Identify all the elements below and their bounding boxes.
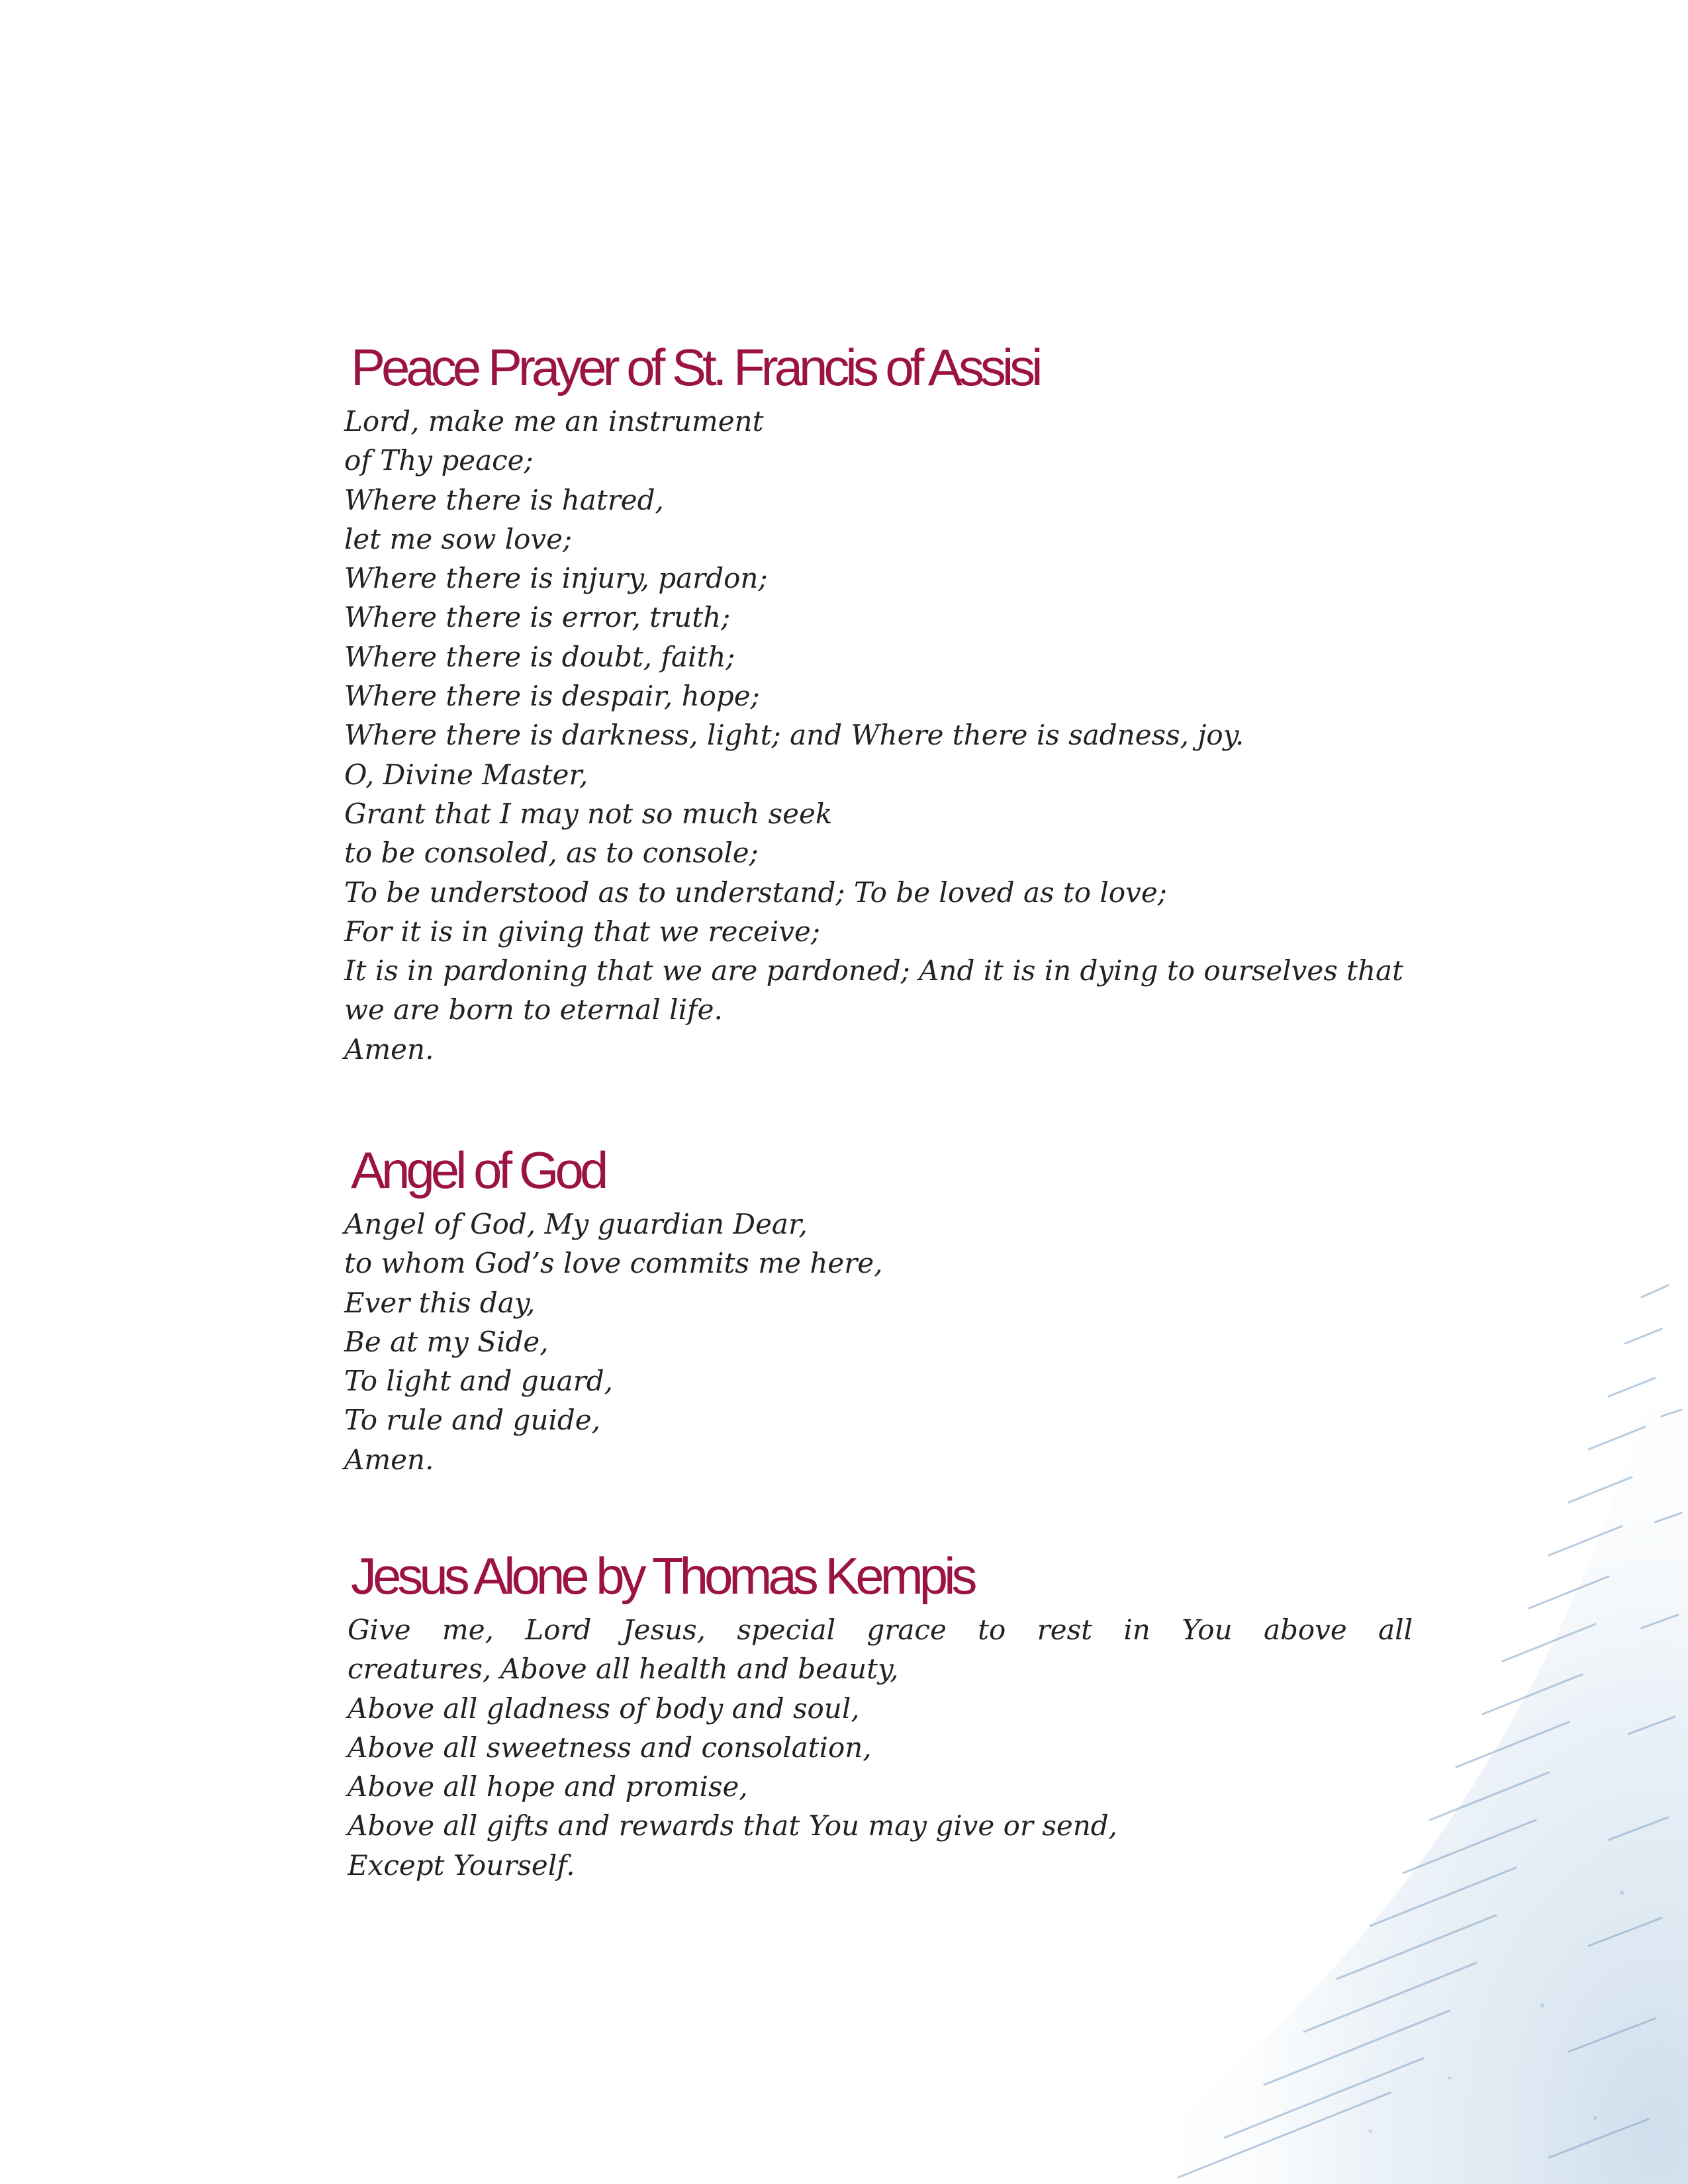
prayer-line: we are born to eternal life. [344, 993, 723, 1026]
prayer-line: Where there is injury, pardon; [344, 562, 768, 595]
prayer-line: For it is in giving that we receive; [344, 915, 820, 948]
prayer-line: O, Divine Master, [344, 758, 588, 791]
prayer-line: Lord, make me an instrument [344, 405, 764, 437]
prayer-line: Ever this day, [344, 1286, 536, 1319]
section-peace-prayer [344, 334, 1403, 1069]
section-jesus-alone [344, 1543, 1413, 1885]
prayer-line: Above all gifts and rewards that You may give or send, [348, 1809, 1118, 1843]
prayer-line: Where there is despair, hope; [344, 680, 760, 713]
prayer-line: Where there is darkness, light; and Where there is sadness, joy. [344, 719, 1244, 752]
prayer-line: Above all hope and promise, [348, 1770, 748, 1803]
prayer-line: To light and guard, [344, 1365, 614, 1398]
prayer-line: to whom God’s love commits me here, [344, 1247, 883, 1280]
prayer-line: Give me, Lord Jesus, special grace to rest in You above all [348, 1614, 1413, 1646]
prayer-line: creatures, Above all health and beauty, [348, 1653, 899, 1686]
section-angel-of-god [344, 1137, 1337, 1479]
prayer-text [344, 1610, 1413, 1885]
prayer-line: Grant that I may not so much seek [344, 797, 833, 830]
prayer-line: To be understood as to understand; To be loved as to love; [344, 876, 1167, 909]
section-title: Angel of God [351, 1141, 605, 1199]
prayer-line: Except Yourself. [348, 1848, 575, 1882]
prayer-line: Where there is error, truth; [344, 601, 731, 634]
prayer-text [344, 1205, 1337, 1479]
prayer-line: of Thy peace; [344, 444, 534, 477]
prayer-text [344, 402, 1403, 1069]
prayer-line: Above all gladness of body and soul, [348, 1692, 860, 1725]
prayer-line: Where there is doubt, faith; [344, 640, 735, 673]
section-title: Jesus Alone by Thomas Kempis [351, 1547, 974, 1605]
prayer-line: to be consoled, as to console; [344, 837, 759, 870]
prayer-line: Amen. [344, 1443, 434, 1476]
prayer-line: To rule and guide, [344, 1404, 600, 1437]
section-title: Peace Prayer of St. Francis of Assisi [351, 338, 1039, 396]
prayer-line: Above all sweetness and consolation, [348, 1731, 872, 1764]
prayer-line: Be at my Side, [344, 1325, 549, 1358]
prayer-line: Angel of God, My guardian Dear, [344, 1208, 808, 1240]
prayer-line: Amen. [344, 1032, 434, 1066]
prayer-line: It is in pardoning that we are pardoned; And it is in dying to ourselves that [344, 954, 1403, 987]
prayer-line: Where there is hatred, [344, 483, 664, 516]
prayer-line: let me sow love; [344, 522, 573, 555]
